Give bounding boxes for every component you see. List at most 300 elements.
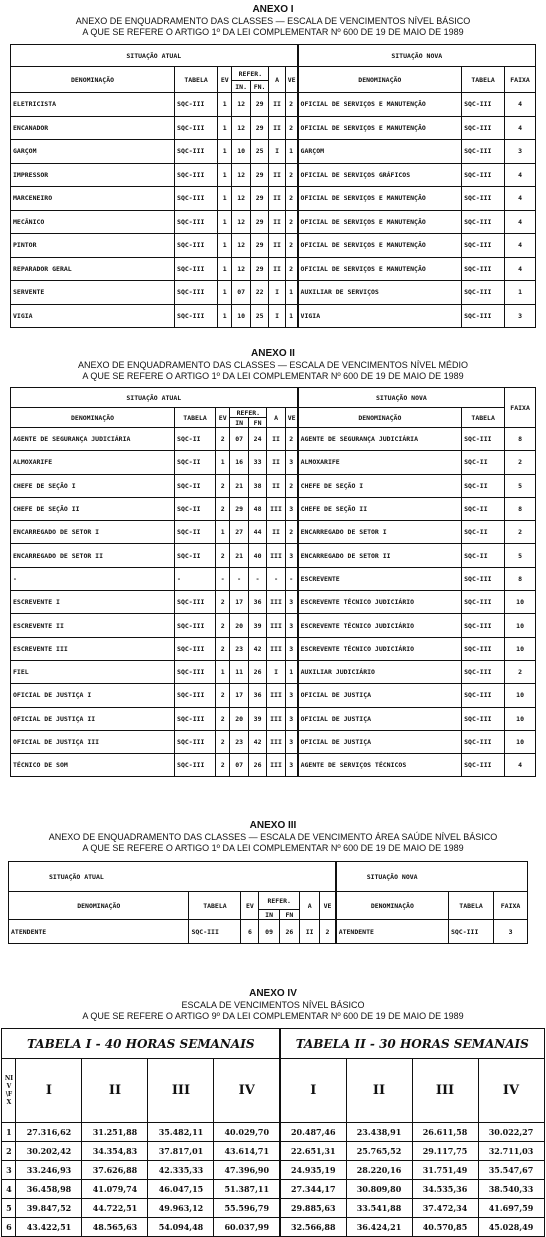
table-cell: II — [269, 93, 285, 117]
table-cell: 10 — [505, 614, 536, 637]
table-cell: AUXILIAR JUDICIÁRIO — [298, 660, 462, 683]
col-in: IN. — [232, 81, 250, 93]
table-cell: 12 — [232, 163, 250, 187]
table-cell: 2 — [216, 684, 230, 707]
table-cell: 38 — [248, 474, 266, 497]
table-cell: 27.316,62 — [16, 1123, 82, 1142]
table-cell: IMPRESSOR — [11, 163, 175, 187]
table-cell: OFICIAL DE SERVIÇOS E MANUTENÇÃO — [298, 234, 462, 258]
table-row — [11, 497, 536, 520]
table-cell: 10 — [505, 707, 536, 730]
table-cell: SQC-III — [462, 234, 505, 258]
table-cell: 44.722,51 — [82, 1199, 148, 1218]
table-cell: SQC-III — [462, 210, 505, 234]
col-tabela-new: TABELA — [462, 408, 505, 428]
table-cell: 38.540,33 — [478, 1180, 544, 1199]
table-cell: 1 — [285, 140, 297, 164]
table-cell: 39 — [248, 614, 266, 637]
col-header: III — [412, 1059, 478, 1123]
annex4 — [0, 988, 546, 1237]
table-cell: 1 — [285, 660, 297, 683]
col-faixa: FAIXA — [505, 67, 536, 93]
table-cell: 12 — [232, 93, 250, 117]
table-cell: II — [269, 163, 285, 187]
table-cell: SQC-III — [462, 591, 505, 614]
table-cell: 1 — [218, 93, 232, 117]
table-cell: 43.422,51 — [16, 1218, 82, 1237]
table-cell: SQC-II — [175, 521, 216, 544]
table-cell: II — [300, 920, 320, 944]
table-cell: 10 — [232, 304, 250, 328]
table-cell: AGENTE DE SEGURANÇA JUDICIÁRIA — [298, 428, 462, 451]
table-cell: II — [267, 521, 285, 544]
table-cell: 29 — [250, 187, 268, 211]
table-cell: 3 — [505, 140, 536, 164]
table-cell: - — [267, 567, 285, 590]
table-cell: SQC-III — [175, 304, 218, 328]
table-cell: OFICIAL DE SERVIÇOS E MANUTENÇÃO — [298, 93, 462, 117]
table-cell: SQC-III — [175, 116, 218, 140]
table-cell: 29 — [250, 93, 268, 117]
col-faixa: FAIXA — [505, 388, 536, 428]
table-cell: 12 — [232, 257, 250, 281]
col-refer: REFER. — [259, 892, 300, 910]
table-cell: 36.424,21 — [346, 1218, 412, 1237]
table-row — [11, 304, 536, 328]
table-cell: 31.751,49 — [412, 1161, 478, 1180]
table-row — [2, 1199, 544, 1218]
table-cell: 1 — [216, 521, 230, 544]
table-cell: II — [267, 428, 285, 451]
annex2-subtitle1: ANEXO DE ENQUADRAMENTO DAS CLASSES — ESCALA DE VENCIMENTOS NÍVEL MÉDIO — [78, 360, 468, 370]
table-cell: 3 — [285, 497, 297, 520]
table-cell: OFICIAL DE JUSTIÇA — [298, 730, 462, 753]
table-cell: 20 — [230, 707, 248, 730]
col-ev: EV — [241, 892, 259, 920]
annex1 — [0, 4, 546, 328]
table-cell: SQC-II — [175, 451, 216, 474]
table-cell: ESCREVENTE TÉCNICO JUDICIÁRIO — [298, 591, 462, 614]
table-cell: VIGIA — [298, 304, 462, 328]
table-cell: 2 — [216, 754, 230, 777]
table-cell: 16 — [230, 451, 248, 474]
table-cell: 29.117,75 — [412, 1142, 478, 1161]
table-cell: 25 — [250, 304, 268, 328]
table-cell: 43.614,71 — [214, 1142, 280, 1161]
table-cell: - — [285, 567, 297, 590]
table-cell: 12 — [232, 210, 250, 234]
table-cell: ESCREVENTE I — [11, 591, 175, 614]
table-cell: II — [267, 474, 285, 497]
table-cell: ENCARREGADO DE SETOR II — [11, 544, 175, 567]
col-in: IN — [259, 910, 279, 920]
table-cell: 25.765,52 — [346, 1142, 412, 1161]
table-cell: 27 — [230, 521, 248, 544]
table-cell: SQC-III — [462, 93, 505, 117]
table-cell: 33 — [248, 451, 266, 474]
table-cell: GARÇOM — [11, 140, 175, 164]
table-cell: SQC-III — [175, 754, 216, 777]
table-cell: 35.482,11 — [148, 1123, 214, 1142]
table-cell: SQC-III — [175, 591, 216, 614]
table-cell: ENCARREGADO DE SETOR II — [298, 544, 462, 567]
table-cell: MECÂNICO — [11, 210, 175, 234]
table-cell: FIEL — [11, 660, 175, 683]
table-cell: 29.885,63 — [280, 1199, 346, 1218]
col-a: A — [267, 408, 285, 428]
table-cell: 24 — [248, 428, 266, 451]
table-cell: 20 — [230, 614, 248, 637]
table-cell: 30.809,80 — [346, 1180, 412, 1199]
table-row — [11, 257, 536, 281]
table-cell: OFICIAL DE JUSTIÇA II — [11, 707, 175, 730]
table-cell: PINTOR — [11, 234, 175, 258]
col-denom-new: DENOMINAÇÃO — [298, 67, 462, 93]
table-cell: 17 — [230, 684, 248, 707]
table-cell: TÉCNICO DE SOM — [11, 754, 175, 777]
col-refer: REFER. — [232, 67, 269, 81]
table-cell: II — [269, 187, 285, 211]
table-cell: 30.202,42 — [16, 1142, 82, 1161]
table-cell: OFICIAL DE SERVIÇOS E MANUTENÇÃO — [298, 257, 462, 281]
table-row — [11, 163, 536, 187]
table-cell: 37.817,01 — [148, 1142, 214, 1161]
col-denom-new: DENOMINAÇÃO — [336, 892, 449, 920]
col-fn: FN — [279, 910, 299, 920]
table-cell: 26 — [248, 754, 266, 777]
table-cell: 1 — [216, 660, 230, 683]
annex4-heading: ANEXO IV — [249, 988, 297, 999]
table-row — [9, 920, 528, 944]
table-cell: 11 — [230, 660, 248, 683]
table-cell: 1 — [218, 116, 232, 140]
table-cell: 10 — [505, 637, 536, 660]
table-cell: CHEFE DE SEÇÃO I — [11, 474, 175, 497]
table-cell: 42 — [248, 730, 266, 753]
table-cell: 8 — [505, 567, 536, 590]
table-cell: AGENTE DE SERVIÇOS TÉCNICOS — [298, 754, 462, 777]
table-cell: SQC-III — [462, 754, 505, 777]
table-cell: 41.079,74 — [82, 1180, 148, 1199]
table-row — [11, 474, 536, 497]
table-cell: ESCREVENTE III — [11, 637, 175, 660]
table-cell: 2 — [285, 474, 297, 497]
table-cell: ALMOXARIFE — [11, 451, 175, 474]
table-row — [11, 116, 536, 140]
table-cell: 42 — [248, 637, 266, 660]
table-cell: II — [269, 210, 285, 234]
table-cell: 2 — [285, 210, 297, 234]
table-cell: ELETRICISTA — [11, 93, 175, 117]
table-cell: 1 — [218, 281, 232, 305]
table-cell: OFICIAL DE JUSTIÇA I — [11, 684, 175, 707]
table-cell: 12 — [232, 187, 250, 211]
table-cell: 44 — [248, 521, 266, 544]
table-cell: 26 — [248, 660, 266, 683]
table-cell: 32.566,88 — [280, 1218, 346, 1237]
table-cell: 1 — [218, 234, 232, 258]
table-cell: VIGIA — [11, 304, 175, 328]
table-cell: 1 — [2, 1123, 16, 1142]
annex2 — [0, 348, 546, 777]
col-denom: DENOMINAÇÃO — [9, 892, 189, 920]
table-cell: SQC-III — [448, 920, 493, 944]
table-cell: 22.651,31 — [280, 1142, 346, 1161]
table-cell: 2 — [285, 257, 297, 281]
table-cell: III — [267, 637, 285, 660]
table-cell: ESCREVENTE TÉCNICO JUDICIÁRIO — [298, 614, 462, 637]
table-cell: SQC-III — [175, 140, 218, 164]
table-cell: 30.022,27 — [478, 1123, 544, 1142]
table-cell: 5 — [505, 474, 536, 497]
col-a: A — [269, 67, 285, 93]
table-cell: 3 — [285, 730, 297, 753]
table-cell: 21 — [230, 544, 248, 567]
table-cell: 36.458,98 — [16, 1180, 82, 1199]
annex3-subtitle1: ANEXO DE ENQUADRAMENTO DAS CLASSES — ESCALA DE VENCIMENTO ÁREA SAÚDE NÍVEL BÁSICO — [48, 832, 498, 842]
col-denom: DENOMINAÇÃO — [11, 408, 175, 428]
table-cell: SQC-III — [462, 730, 505, 753]
table-cell: SQC-II — [175, 544, 216, 567]
table-cell: 2 — [216, 428, 230, 451]
table-cell: 5 — [505, 544, 536, 567]
table-row — [2, 1180, 544, 1199]
col-denom-new: DENOMINAÇÃO — [298, 408, 462, 428]
table-cell: OFICIAL DE SERVIÇOS E MANUTENÇÃO — [298, 116, 462, 140]
table-cell: 4 — [2, 1180, 16, 1199]
table-cell: 4 — [505, 93, 536, 117]
table-cell: 47.396,90 — [214, 1161, 280, 1180]
col-tabela: TABELA — [175, 408, 216, 428]
table-row — [11, 567, 536, 590]
table-cell: 39 — [248, 707, 266, 730]
table-row — [11, 428, 536, 451]
table-row — [11, 210, 536, 234]
annex1-rows — [11, 93, 536, 328]
annex1-heading: ANEXO I — [252, 4, 294, 15]
table-cell: 12 — [232, 116, 250, 140]
table-cell: SQC-III — [175, 163, 218, 187]
table-cell: 1 — [218, 210, 232, 234]
table-cell: 3 — [285, 614, 297, 637]
col-header: II — [346, 1059, 412, 1123]
table-cell: OFICIAL DE JUSTIÇA — [298, 684, 462, 707]
table-row — [11, 614, 536, 637]
table-row — [11, 591, 536, 614]
table-cell: 40.570,85 — [412, 1218, 478, 1237]
table-cell: 3 — [285, 684, 297, 707]
table-cell: 2 — [505, 521, 536, 544]
table-cell: OFICIAL DE SERVIÇOS GRÁFICOS — [298, 163, 462, 187]
table-cell: 6 — [241, 920, 259, 944]
table-cell: ALMOXARIFE — [298, 451, 462, 474]
table-cell: SQC-II — [462, 451, 505, 474]
table-cell: III — [267, 730, 285, 753]
table-cell: 3 — [285, 707, 297, 730]
table-cell: III — [267, 544, 285, 567]
table-cell: 1 — [218, 163, 232, 187]
table-cell: 17 — [230, 591, 248, 614]
table-cell: 29 — [250, 163, 268, 187]
table-cell: 1 — [285, 304, 297, 328]
table-cell: 4 — [505, 754, 536, 777]
table-cell: SQC-III — [175, 281, 218, 305]
table-cell: - — [175, 567, 216, 590]
col-denom: DENOMINAÇÃO — [11, 67, 175, 93]
corner-cell: NIV\FX — [2, 1059, 16, 1123]
table-row — [2, 1142, 544, 1161]
table-cell: 2 — [320, 920, 336, 944]
table-cell: 22 — [250, 281, 268, 305]
table-cell: SQC-III — [175, 187, 218, 211]
table-cell: 34.535,36 — [412, 1180, 478, 1199]
annex4-table — [1, 1028, 544, 1237]
col-fn: FN — [248, 418, 266, 428]
table-cell: 1 — [285, 281, 297, 305]
table-cell: 23.438,91 — [346, 1123, 412, 1142]
table-cell: 40 — [248, 544, 266, 567]
table-cell: 3 — [285, 591, 297, 614]
table-row — [11, 660, 536, 683]
table-cell: 39.847,52 — [16, 1199, 82, 1218]
table-cell: 46.047,15 — [148, 1180, 214, 1199]
table-cell: 1 — [218, 304, 232, 328]
table-cell: 29 — [250, 210, 268, 234]
table-row — [11, 234, 536, 258]
table-cell: 45.028,49 — [478, 1218, 544, 1237]
table-cell: ENCARREGADO DE SETOR I — [11, 521, 175, 544]
table-cell: 27.344,17 — [280, 1180, 346, 1199]
table-cell: 5 — [2, 1199, 16, 1218]
table-cell: SQC-III — [175, 637, 216, 660]
table-cell: 2 — [285, 234, 297, 258]
annex4-subtitle2: A QUE SE REFERE O ARTIGO 9º DA LEI COMPLEMENTAR Nº 600 DE 19 DE MAIO DE 1989 — [82, 1011, 464, 1021]
table-cell: OFICIAL DE JUSTIÇA — [298, 707, 462, 730]
table2-title: TABELA II - 30 HORAS SEMANAIS — [280, 1029, 544, 1059]
annex1-subtitle1: ANEXO DE ENQUADRAMENTO DAS CLASSES — ESCALA DE VENCIMENTOS NÍVEL BÁSICO — [75, 16, 471, 26]
table-cell: I — [269, 281, 285, 305]
table-cell: 33.541,88 — [346, 1199, 412, 1218]
table-cell: 40.029,70 — [214, 1123, 280, 1142]
annex1-right-header: SITUAÇÃO NOVA — [298, 45, 536, 67]
col-ev: EV — [216, 408, 230, 428]
annex2-left-header: SITUAÇÃO ATUAL — [11, 388, 298, 408]
table-cell: 2 — [285, 521, 297, 544]
table-cell: SQC-III — [462, 614, 505, 637]
table-cell: CHEFE DE SEÇÃO II — [11, 497, 175, 520]
annex2-table — [10, 387, 536, 777]
table-cell: AUXILIAR DE SERVIÇOS — [298, 281, 462, 305]
annex3 — [0, 820, 546, 944]
table-row — [11, 451, 536, 474]
table-cell: SQC-II — [175, 428, 216, 451]
col-header: I — [16, 1059, 82, 1123]
table-row — [11, 521, 536, 544]
table-cell: 3 — [285, 637, 297, 660]
table-cell: 29 — [250, 257, 268, 281]
table-cell: SQC-II — [462, 544, 505, 567]
table-cell: SQC-III — [462, 163, 505, 187]
table-cell: 2 — [2, 1142, 16, 1161]
table-cell: II — [269, 234, 285, 258]
table-cell: 07 — [230, 428, 248, 451]
table-cell: SQC-III — [462, 116, 505, 140]
col-refer: REFER. — [230, 408, 267, 418]
annex1-table — [10, 44, 536, 328]
annex1-left-header: SITUAÇÃO ATUAL — [11, 45, 298, 67]
table-cell: 10 — [505, 730, 536, 753]
table-cell: 4 — [505, 257, 536, 281]
table-cell: 33.246,93 — [16, 1161, 82, 1180]
table-cell: SQC-III — [175, 614, 216, 637]
table-cell: 1 — [218, 140, 232, 164]
table-cell: III — [267, 754, 285, 777]
table-cell: SQC-III — [175, 684, 216, 707]
table-cell: OFICIAL DE SERVIÇOS E MANUTENÇÃO — [298, 187, 462, 211]
table-cell: 2 — [216, 637, 230, 660]
table-cell: SQC-III — [462, 257, 505, 281]
col-header: II — [82, 1059, 148, 1123]
table-cell: 34.354,83 — [82, 1142, 148, 1161]
table-cell: 37.626,88 — [82, 1161, 148, 1180]
col-tabela: TABELA — [189, 892, 241, 920]
table-cell: 48.565,63 — [82, 1218, 148, 1237]
table-cell: - — [216, 567, 230, 590]
table-cell: SQC-III — [462, 637, 505, 660]
table-row — [11, 281, 536, 305]
table-cell: SQC-III — [462, 281, 505, 305]
table1-title: TABELA I - 40 HORAS SEMANAIS — [2, 1029, 280, 1059]
table-cell: 23 — [230, 730, 248, 753]
table-row — [2, 1161, 544, 1180]
table-cell: 24.935,19 — [280, 1161, 346, 1180]
table-cell: 21 — [230, 474, 248, 497]
table-cell: II — [269, 257, 285, 281]
table-cell: SQC-III — [462, 304, 505, 328]
table-cell: 2 — [285, 116, 297, 140]
table-cell: III — [267, 707, 285, 730]
table-cell: ESCREVENTE TÉCNICO JUDICIÁRIO — [298, 637, 462, 660]
table-cell: GARÇOM — [298, 140, 462, 164]
col-a: A — [300, 892, 320, 920]
table-cell: ATENDENTE — [9, 920, 189, 944]
table-cell: 51.387,11 — [214, 1180, 280, 1199]
annex4-subtitle1: ESCALA DE VENCIMENTOS NÍVEL BÁSICO — [181, 1000, 365, 1010]
table-cell: 35.547,67 — [478, 1161, 544, 1180]
table-cell: 25 — [250, 140, 268, 164]
table-cell: 55.596,79 — [214, 1199, 280, 1218]
table-cell: I — [267, 660, 285, 683]
table-cell: SQC-III — [175, 234, 218, 258]
annex2-heading: ANEXO II — [251, 348, 295, 359]
table-cell: 26 — [279, 920, 299, 944]
table-cell: SQC-III — [175, 257, 218, 281]
table-cell: 2 — [216, 474, 230, 497]
table-cell: 10 — [232, 140, 250, 164]
table-cell: 2 — [216, 730, 230, 753]
table-cell: 31.251,88 — [82, 1123, 148, 1142]
table-cell: 4 — [505, 116, 536, 140]
table-cell: ESCREVENTE II — [11, 614, 175, 637]
table-cell: 36 — [248, 684, 266, 707]
table-cell: 49.963,12 — [148, 1199, 214, 1218]
table-cell: SQC-III — [175, 93, 218, 117]
table-row — [11, 187, 536, 211]
table-cell: AGENTE DE SEGURANÇA JUDICIÁRIA — [11, 428, 175, 451]
annex2-subtitle2: A QUE SE REFERE O ARTIGO 1º DA LEI COMPLEMENTAR Nº 600 DE 19 DE MAIO DE 1989 — [82, 371, 464, 381]
table-cell: 3 — [285, 451, 297, 474]
table-cell: 10 — [505, 591, 536, 614]
